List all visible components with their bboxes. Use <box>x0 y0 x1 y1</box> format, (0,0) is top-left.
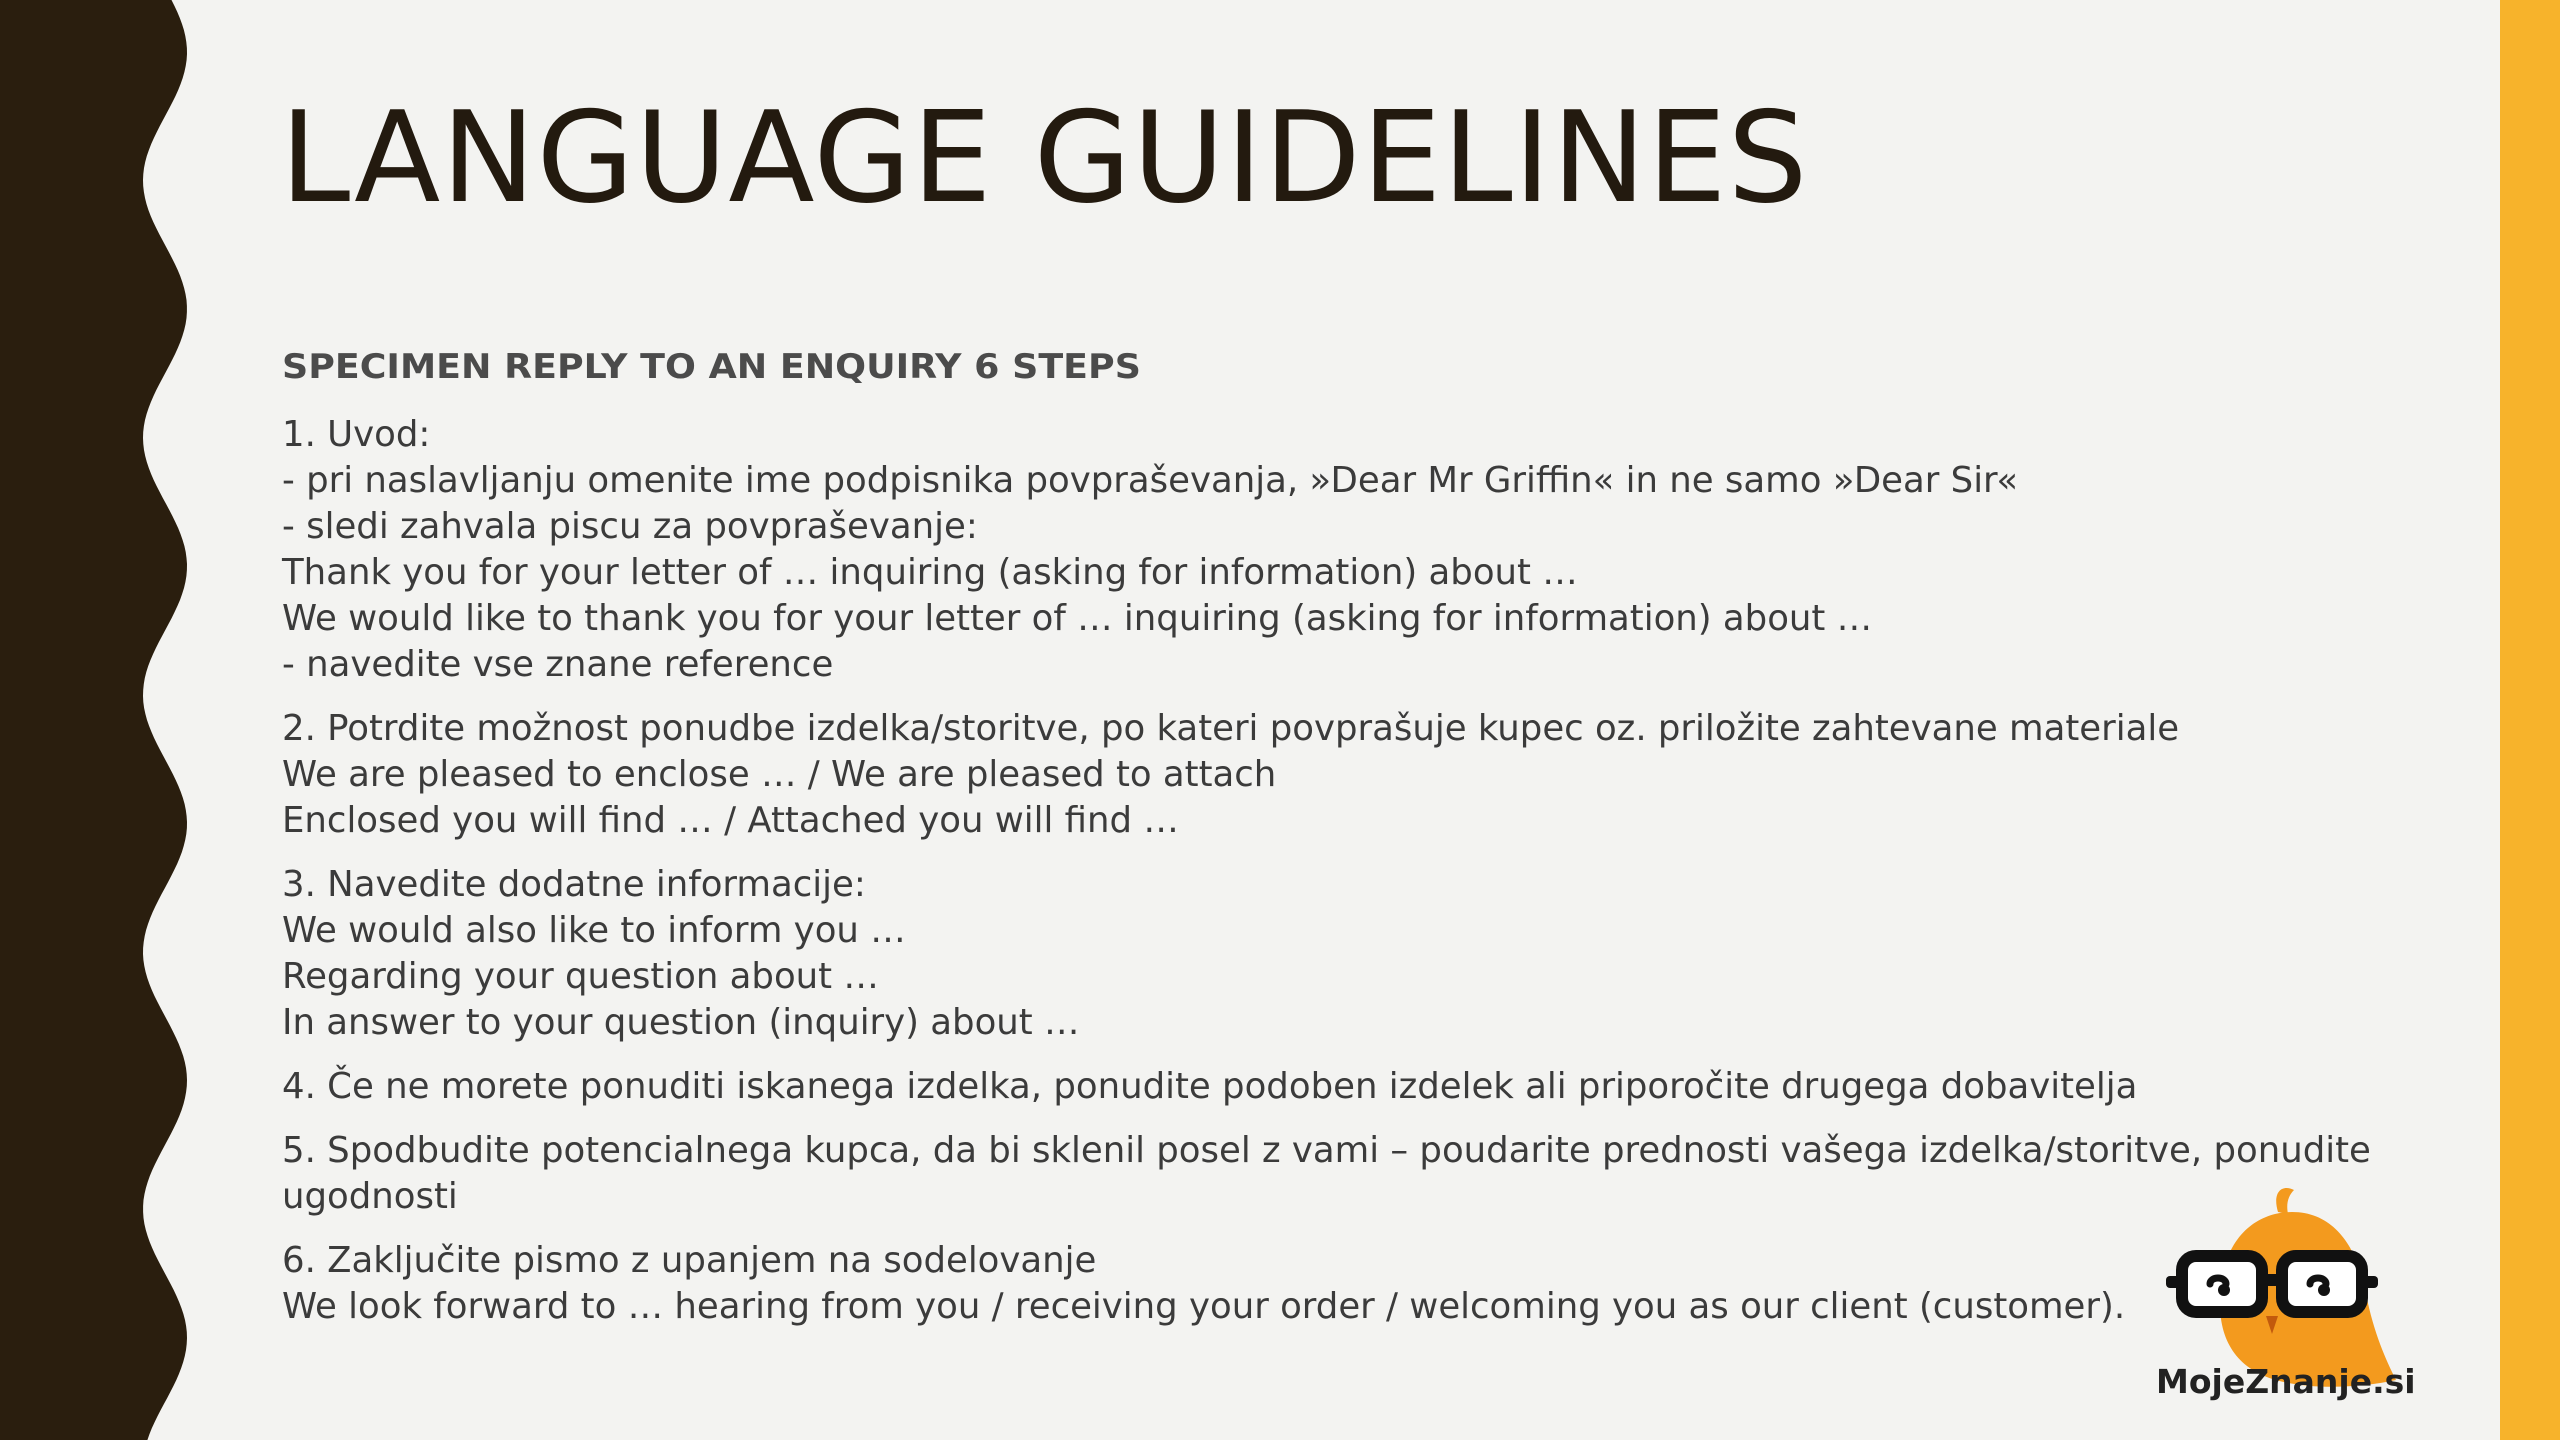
step-1-line: - sledi zahvala piscu za povpraševanje: <box>282 506 978 547</box>
step-2-line: We are pleased to enclose … / We are pleased to attach <box>282 754 1277 795</box>
step-2-line: Enclosed you will find … / Attached you will find … <box>282 800 1179 841</box>
step-6 <box>282 1238 2402 1330</box>
step-3-line: In answer to your question (inquiry) about … <box>282 1002 1080 1043</box>
step-2-line: 2. Potrdite možnost ponudbe izdelka/storitve, po kateri povprašuje kupec oz. priložite zahtevane materiale <box>282 708 2180 749</box>
slide-subtitle: SPECIMEN REPLY TO AN ENQUIRY 6 STEPS <box>282 347 1141 387</box>
right-accent-band <box>2500 0 2560 1440</box>
slide-body <box>282 412 2402 1348</box>
step-5-line: 5. Spodbudite potencialnega kupca, da bi sklenil posel z vami – poudarite prednosti vašega izdelka/storitve, ponudite ugodnosti <box>282 1130 2371 1217</box>
step-3-line: Regarding your question about … <box>282 956 879 997</box>
step-2 <box>282 706 2402 844</box>
wavy-left-band <box>0 0 200 1440</box>
step-4 <box>282 1064 2402 1110</box>
slide-title: LANGUAGE GUIDELINES <box>280 84 1809 231</box>
step-1 <box>282 412 2402 688</box>
step-5 <box>282 1128 2402 1220</box>
step-1-line: 1. Uvod: <box>282 414 431 455</box>
step-3 <box>282 862 2402 1046</box>
step-1-line: - pri naslavljanju omenite ime podpisnika povpraševanja, »Dear Mr Griffin« in ne samo »Dear Sir« <box>282 460 2019 501</box>
step-3-line: 3. Navedite dodatne informacije: <box>282 864 866 905</box>
logo-wordmark: MojeZnanje.si <box>2156 1362 2416 1401</box>
step-3-line: We would also like to inform you … <box>282 910 906 951</box>
step-6-line: 6. Zaključite pismo z upanjem na sodelovanje <box>282 1240 1097 1281</box>
step-6-line: We look forward to … hearing from you / receiving your order / welcoming you as our client (customer). <box>282 1286 2126 1327</box>
step-1-line: Thank you for your letter of … inquiring (asking for information) about … <box>282 552 1578 593</box>
step-4-line: 4. Če ne morete ponuditi iskanega izdelka, ponudite podoben izdelek ali priporočite drugega dobavitelja <box>282 1066 2138 1107</box>
step-1-line: We would like to thank you for your letter of … inquiring (asking for information) about … <box>282 598 1873 639</box>
step-1-line: - navedite vse znane reference <box>282 644 834 685</box>
